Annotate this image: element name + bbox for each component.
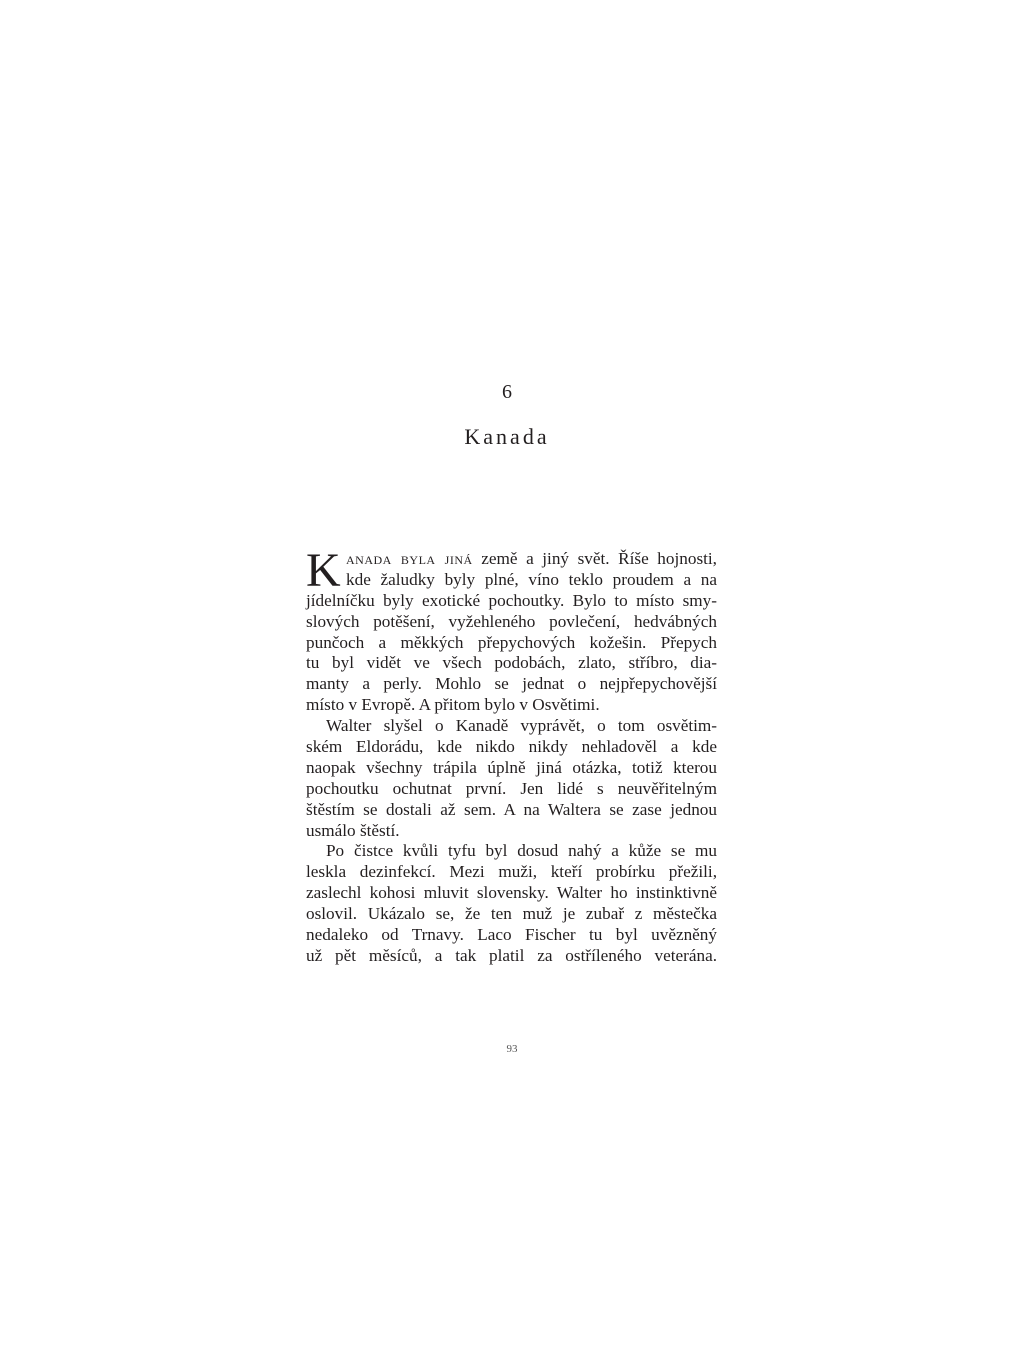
drop-cap: K bbox=[306, 544, 341, 597]
text-line: oslovil. Ukázalo se, že ten muž je zubař z městečka bbox=[306, 904, 717, 924]
text-line: slových potěšení, vyžehleného povlečení, hedvábných bbox=[306, 611, 717, 631]
text-line: Walter slyšel o Kanadě vyprávět, o tom osvětim- bbox=[326, 716, 717, 736]
text-line: punčoch a měkkých přepychových kožešin. Přepych bbox=[306, 632, 717, 652]
chapter-title: Kanada bbox=[464, 424, 550, 449]
text-line: manty a perly. Mohlo se jednat o nejpřepychovější bbox=[306, 674, 717, 694]
text-line: naopak všechny trápila úplně jiná otázka, totiž kterou bbox=[306, 757, 717, 777]
page-number: 93 bbox=[506, 1043, 518, 1055]
text-line: štěstím se dostali až sem. A na Waltera se zase jednou bbox=[306, 799, 717, 819]
text-line: kde žaludky byly plné, víno teklo proudem a na bbox=[346, 569, 717, 589]
text-line: usmálo štěstí. bbox=[306, 820, 400, 840]
text-line: Po čistce kvůli tyfu byl dosud nahý a kůže se mu bbox=[326, 841, 717, 861]
text-line bbox=[306, 549, 717, 570]
small-caps-opening: anada byla jiná bbox=[346, 549, 473, 568]
text-line: ském Eldorádu, kde nikdo nikdy nehladověl a kde bbox=[306, 737, 717, 757]
chapter-number: 6 bbox=[502, 381, 512, 403]
text-line: leskla dezinfekcí. Mezi muži, kteří probírku přežili, bbox=[306, 862, 717, 882]
text-line: pochoutku ochutnat první. Jen lidé s neuvěřitelným bbox=[306, 778, 717, 798]
text-line: místo v Evropě. A přitom bylo v Osvětimi. bbox=[306, 695, 600, 715]
chapter-text bbox=[306, 544, 717, 967]
text-line: už pět měsíců, a tak platil za ostříleného veterána. bbox=[306, 945, 717, 965]
text-line: zaslechl kohosi mluvit slovensky. Walter ho instinktivně bbox=[306, 883, 717, 903]
text-line: nedaleko od Trnavy. Laco Fischer tu byl uvězněný bbox=[306, 925, 717, 945]
text-line-rest: země a jiný svět. Říše hojnosti, bbox=[472, 549, 717, 568]
text-line: jídelníčku byly exotické pochoutky. Bylo to místo smy- bbox=[306, 590, 717, 610]
text-line: tu byl vidět ve všech podobách, zlato, stříbro, dia- bbox=[306, 653, 717, 673]
